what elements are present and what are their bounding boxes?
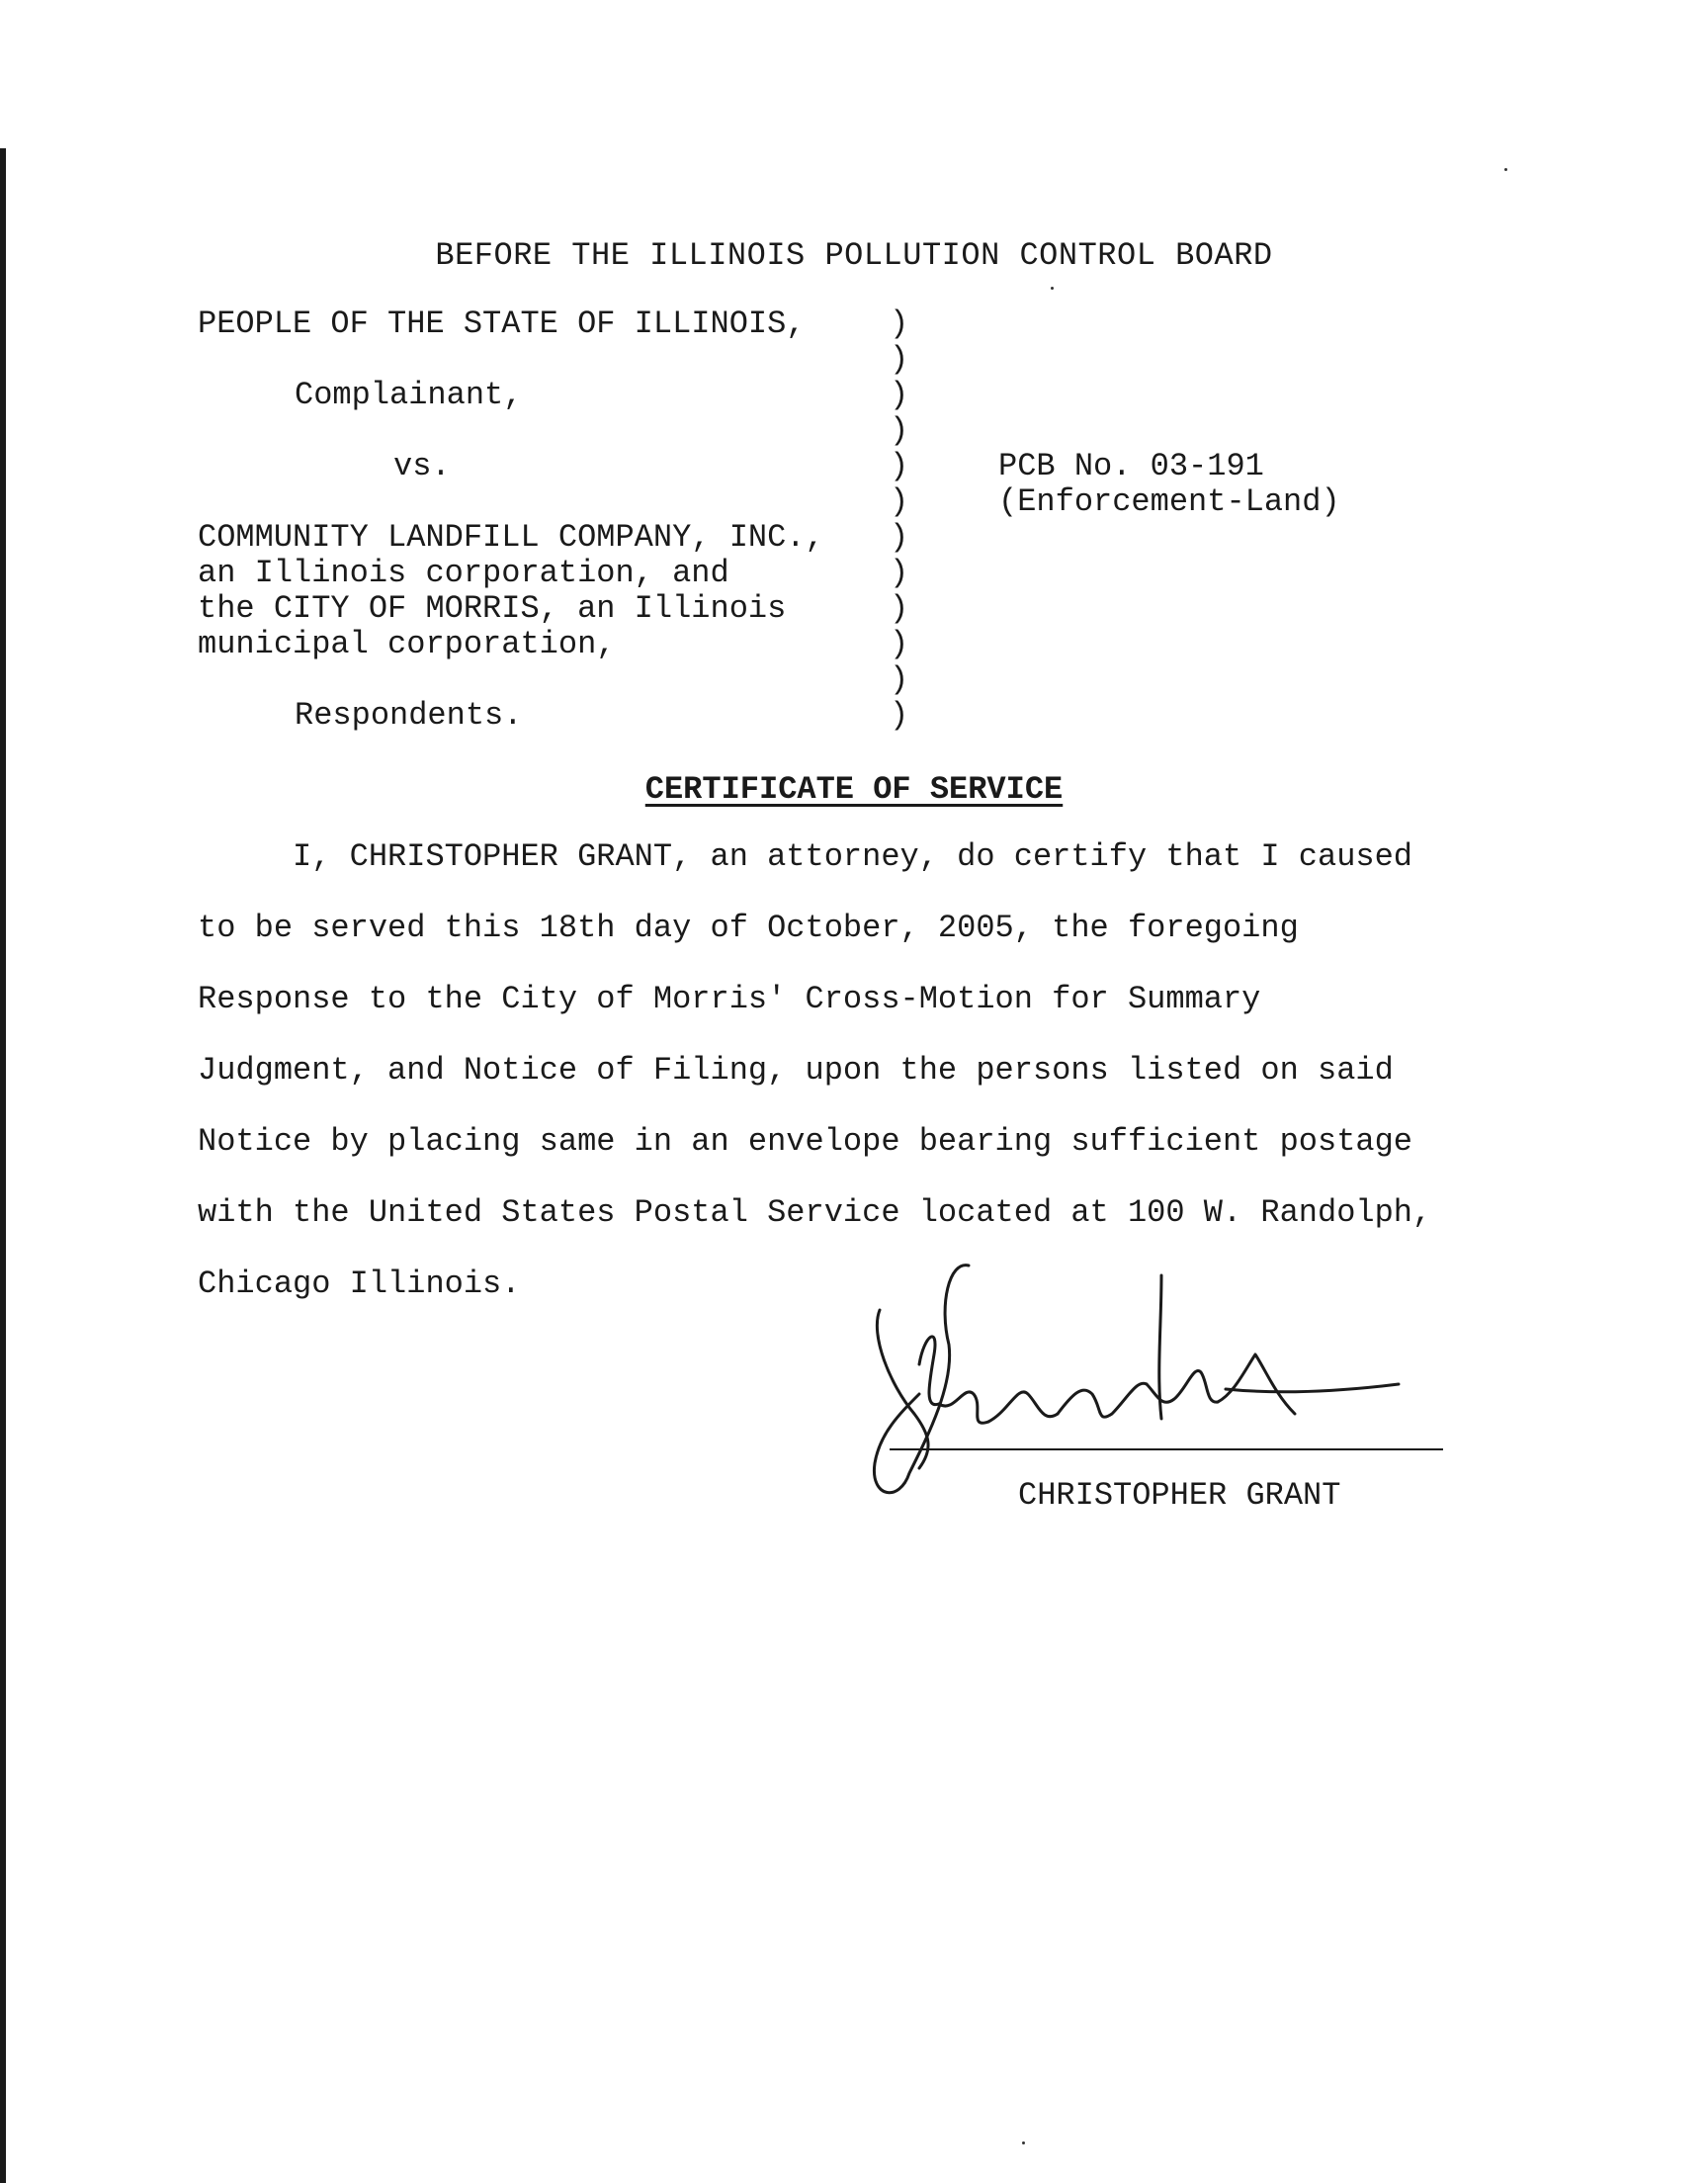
caption-parenthesis: )	[890, 341, 909, 378]
caption-parenthesis: )	[890, 590, 909, 627]
certificate-line: Response to the City of Morris' Cross-Motion for Summary	[198, 981, 1261, 1017]
caption-parenthesis: )	[890, 626, 909, 662]
caption-parenthesis: )	[890, 519, 909, 556]
caption-parenthesis: )	[890, 377, 909, 413]
caption-parenthesis: )	[890, 306, 909, 342]
certificate-line: with the United States Postal Service located at 100 W. Randolph,	[198, 1194, 1432, 1231]
caption-parenthesis: )	[890, 412, 909, 449]
case-type: (Enforcement-Land)	[998, 483, 1340, 520]
caption-parenthesis: )	[890, 661, 909, 698]
complainant-party: PEOPLE OF THE STATE OF ILLINOIS,	[198, 306, 806, 342]
certificate-title: CERTIFICATE OF SERVICE	[644, 771, 1064, 808]
caption-parenthesis: )	[890, 448, 909, 484]
respondent-line: an Illinois corporation, and	[198, 555, 729, 591]
caption-parenthesis: )	[890, 483, 909, 520]
caption-parenthesis: )	[890, 697, 909, 734]
signature-line	[890, 1448, 1443, 1450]
certificate-line: Notice by placing same in an envelope bearing sufficient postage	[198, 1123, 1412, 1160]
signer-name: CHRISTOPHER GRANT	[1018, 1477, 1341, 1514]
respondent-role: Respondents.	[295, 697, 523, 734]
certificate-line: to be served this 18th day of October, 2005, the foregoing	[198, 910, 1299, 946]
certificate-line: I, CHRISTOPHER GRANT, an attorney, do certify that I caused	[198, 838, 1412, 875]
complainant-role: Complainant,	[295, 377, 523, 413]
case-info	[998, 449, 1340, 520]
board-title: BEFORE THE ILLINOIS POLLUTION CONTROL BOARD	[435, 237, 1273, 274]
respondent-line: the CITY OF MORRIS, an Illinois	[198, 590, 787, 627]
scan-speck	[1022, 2141, 1025, 2144]
scan-speck	[1504, 168, 1507, 171]
scan-edge-border	[0, 148, 6, 2183]
respondent-line: municipal corporation,	[198, 626, 616, 662]
respondent-line: COMMUNITY LANDFILL COMPANY, INC.,	[198, 519, 824, 556]
handwritten-signature-icon	[860, 1246, 1413, 1503]
versus-label: vs.	[393, 448, 451, 484]
certificate-line: Judgment, and Notice of Filing, upon the persons listed on said	[198, 1052, 1394, 1089]
certificate-line: Chicago Illinois.	[198, 1266, 521, 1302]
case-number: PCB No. 03-191	[998, 448, 1264, 484]
caption-parenthesis: )	[890, 555, 909, 591]
scan-speck	[1051, 287, 1054, 290]
